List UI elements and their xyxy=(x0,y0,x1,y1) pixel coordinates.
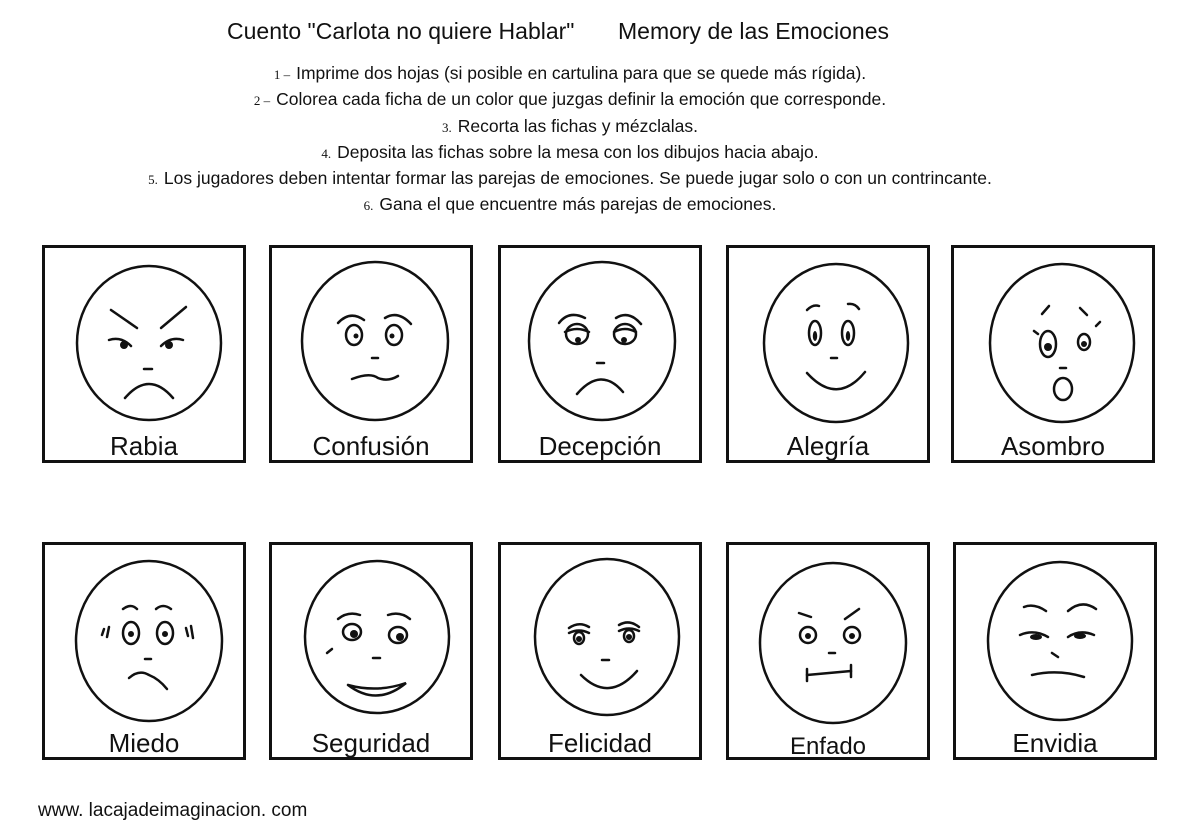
page-title xyxy=(0,18,1200,48)
card-rabia xyxy=(42,245,246,463)
card-label: Seguridad xyxy=(311,728,431,758)
envious-face-icon xyxy=(956,545,1154,757)
scared-face-icon xyxy=(45,545,243,757)
instruction-item: 2 – Colorea cada ficha de un color que juzgas definir la emoción que corresponde. xyxy=(253,89,887,109)
card-alegria xyxy=(726,245,930,463)
card-asombro xyxy=(951,245,1155,463)
card-label: Asombro xyxy=(1000,431,1106,461)
angry-face-icon xyxy=(45,248,243,460)
card-label: Envidia xyxy=(1012,728,1098,758)
astonished-face-icon xyxy=(954,248,1152,460)
confident-face-icon xyxy=(272,545,470,757)
happy-face-icon xyxy=(501,545,699,757)
card-enfado xyxy=(726,542,930,760)
card-label: Rabia xyxy=(110,431,178,461)
joyful-face-icon xyxy=(729,248,927,460)
card-envidia xyxy=(953,542,1157,760)
card-seguridad xyxy=(269,542,473,760)
disappointed-face-icon xyxy=(501,248,699,460)
instruction-item: 6. Gana el que encuentre más parejas de emociones. xyxy=(363,194,777,214)
card-miedo xyxy=(42,542,246,760)
card-label: Felicidad xyxy=(547,728,653,758)
instruction-item: 5. Los jugadores deben intentar formar las parejas de emociones. Se puede jugar solo o con un contrincante. xyxy=(148,168,992,188)
card-label: Alegría xyxy=(786,431,870,461)
card-label: Enfado xyxy=(789,733,867,760)
card-felicidad xyxy=(498,542,702,760)
story-title: Cuento "Carlota no quiere Hablar" xyxy=(227,18,575,44)
footer-website: www. lacajadeimaginacion. com xyxy=(38,800,308,821)
instruction-item: 1 – Imprime dos hojas (si posible en cartulina para que se quede más rígida). xyxy=(273,63,867,83)
card-label: Decepción xyxy=(538,431,662,461)
annoyed-face-icon xyxy=(729,545,927,757)
instruction-item: 3. Recorta las fichas y mézclalas. xyxy=(442,116,698,136)
card-confusion xyxy=(269,245,473,463)
confused-face-icon xyxy=(272,248,470,460)
card-decepcion xyxy=(498,245,702,463)
card-label: Miedo xyxy=(108,728,180,758)
instruction-item: 4. Deposita las fichas sobre la mesa con los dibujos hacia abajo. xyxy=(321,142,819,162)
card-label: Confusión xyxy=(312,431,430,461)
game-title: Memory de las Emociones xyxy=(618,18,889,44)
